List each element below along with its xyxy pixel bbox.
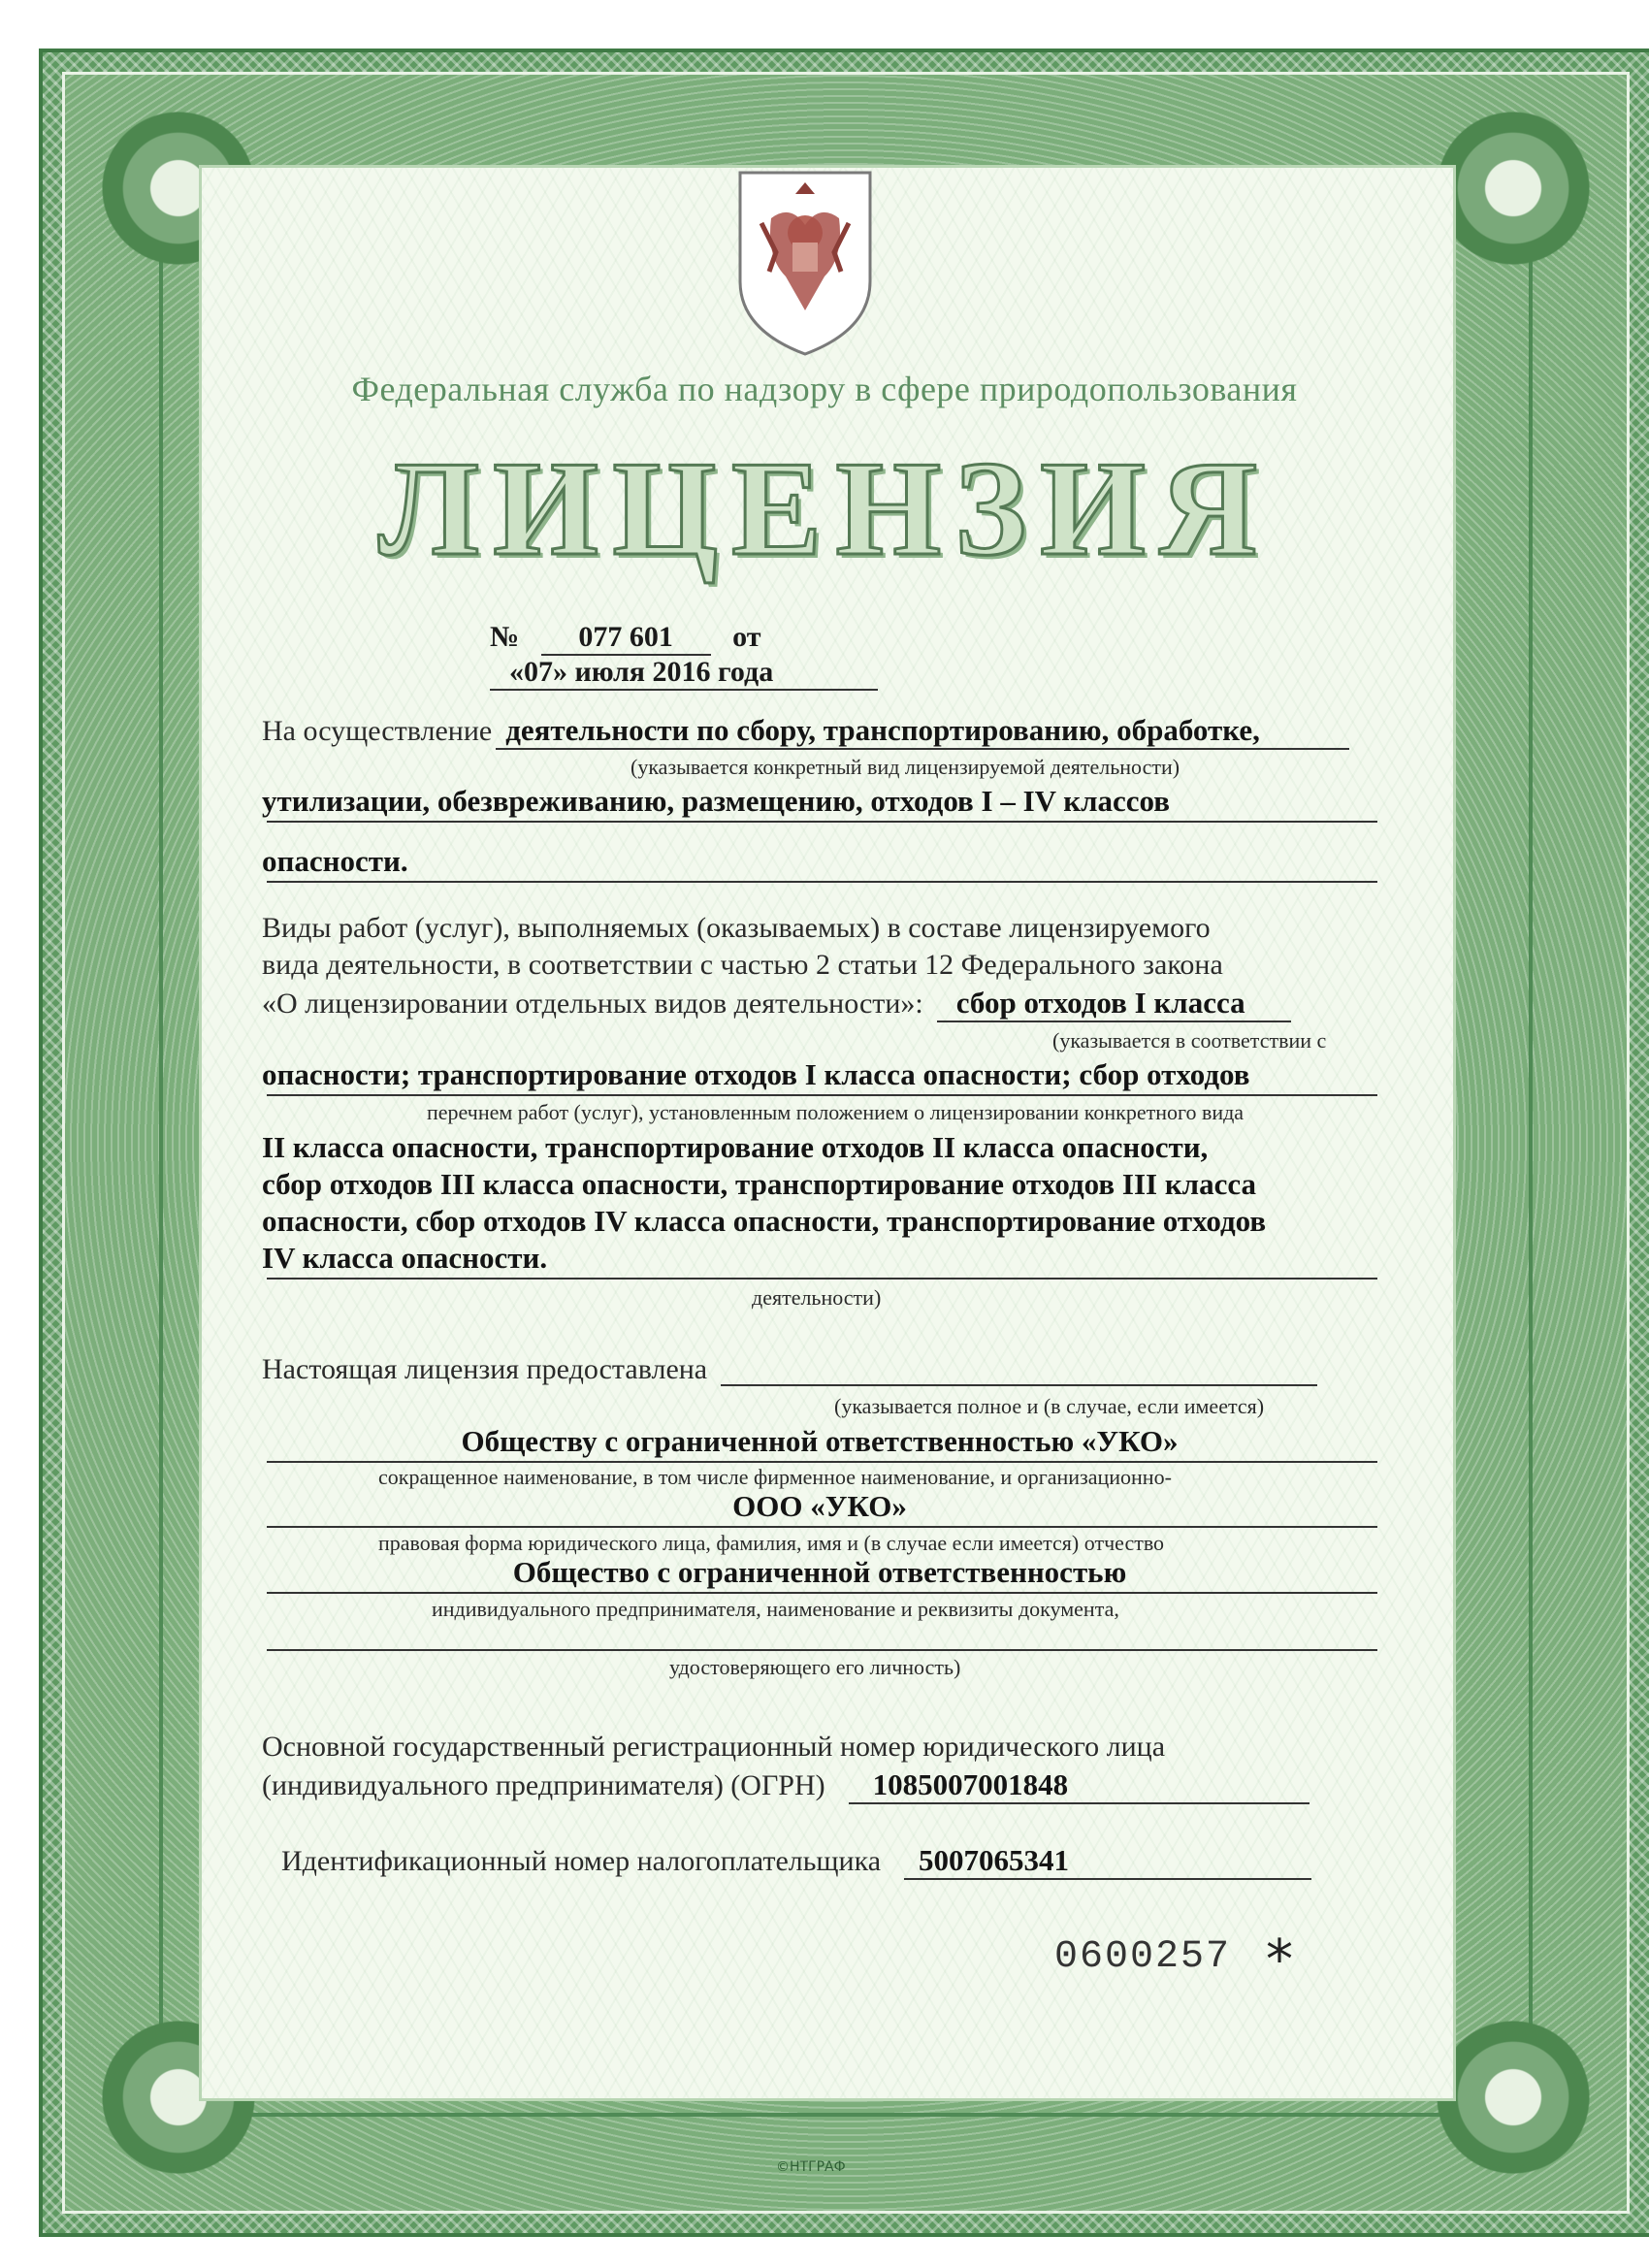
works-intro-2: вида деятельности, в соответствии с частью 2 статьи 12 Федерального закона xyxy=(262,949,1223,981)
number-label: № xyxy=(490,621,520,653)
works-value-1: сбор отходов I класса xyxy=(937,986,1291,1022)
works-intro-3: «О лицензировании отдельных видов деятельности»: xyxy=(262,988,923,1020)
from-label: от xyxy=(732,621,761,653)
license-number-row xyxy=(490,621,1169,691)
licensee-blank-line xyxy=(721,1355,1317,1386)
activity-line-3: опасности. xyxy=(262,844,408,878)
underline xyxy=(267,1094,1377,1096)
works-hint-1: (указывается в соответствии с xyxy=(1052,1028,1327,1053)
ogrn-value: 1085007001848 xyxy=(849,1767,1310,1804)
works-value-3: II класса опасности, транспортирование отходов II класса опасности, xyxy=(262,1130,1209,1164)
activity-hint: (указывается конкретный вид лицензируемой деятельности) xyxy=(630,755,1180,779)
activity-label: На осуществление xyxy=(262,715,493,747)
licensee-hint-1: (указывается полное и (в случае, если имеется) xyxy=(834,1394,1265,1418)
activity-line-1: деятельности по сбору, транспортированию, обработке, xyxy=(496,713,1349,750)
licensee-hint-4: индивидуального предпринимателя, наименование и реквизиты документа, xyxy=(432,1597,1119,1621)
works-hint-2: перечнем работ (услуг), установленным положением о лицензировании конкретного вида xyxy=(427,1100,1245,1124)
licensee-row xyxy=(262,1353,1377,1386)
underline xyxy=(267,1526,1377,1528)
works-value-4: сбор отходов III класса опасности, транспортирование отходов III класса xyxy=(262,1167,1256,1201)
license-date: «07» июля 2016 года xyxy=(490,656,878,691)
coat-of-arms-icon xyxy=(732,165,878,359)
works-intro-row xyxy=(262,986,1377,1022)
licensee-hint-2: сокращенное наименование, в том числе фирменное наименование, и организационно- xyxy=(378,1465,1172,1489)
inn-label: Идентификационный номер налогоплательщика xyxy=(281,1845,882,1877)
ogrn-label-2: (индивидуального предпринимателя) (ОГРН) xyxy=(262,1769,825,1801)
works-intro-1: Виды работ (услуг), выполняемых (оказываемых) в составе лицензируемого xyxy=(262,912,1211,944)
document-title: ЛИЦЕНЗИЯ xyxy=(377,434,1272,584)
ogrn-row xyxy=(262,1767,1377,1804)
asterisk-mark: * xyxy=(1266,1928,1293,1992)
licensee-legal-form: Общество с ограниченной ответственностью xyxy=(512,1555,1127,1589)
works-value-5: опасности, сбор отходов IV класса опасности, транспортирование отходов xyxy=(262,1204,1267,1238)
activity-line-2: утилизации, обезвреживанию, размещению, отходов I – IV классов xyxy=(262,784,1170,818)
underline xyxy=(267,821,1377,823)
underline xyxy=(267,1592,1377,1594)
printer-mark: ©НТГРАФ xyxy=(776,2159,846,2175)
inn-value: 5007065341 xyxy=(904,1843,1311,1880)
underline xyxy=(267,1461,1377,1463)
inn-row xyxy=(281,1843,1397,1880)
licensee-hint-3: правовая форма юридического лица, фамилия, имя и (в случае если имеется) отчество xyxy=(378,1531,1165,1555)
works-value-2: опасности; транспортирование отходов I класса опасности; сбор отходов xyxy=(262,1057,1250,1091)
underline xyxy=(267,1649,1377,1651)
serial-number: 0600257 xyxy=(1054,1935,1232,1979)
license-number: 077 601 xyxy=(541,621,711,656)
agency-name: Федеральная служба по надзору в сфере природопользования xyxy=(351,370,1298,408)
licensee-label: Настоящая лицензия предоставлена xyxy=(262,1353,708,1385)
licensee-full-name: Обществу с ограниченной ответственностью «УКО» xyxy=(461,1424,1179,1458)
licensee-short-name: ООО «УКО» xyxy=(732,1489,907,1523)
works-value-6: IV класса опасности. xyxy=(262,1241,548,1275)
ogrn-label-1: Основной государственный регистрационный номер юридического лица xyxy=(262,1731,1166,1763)
activity-row xyxy=(262,713,1377,750)
underline xyxy=(267,881,1377,883)
underline xyxy=(267,1278,1377,1280)
licensee-hint-5: удостоверяющего его личность) xyxy=(669,1655,961,1679)
works-hint-3: деятельности) xyxy=(752,1285,882,1310)
